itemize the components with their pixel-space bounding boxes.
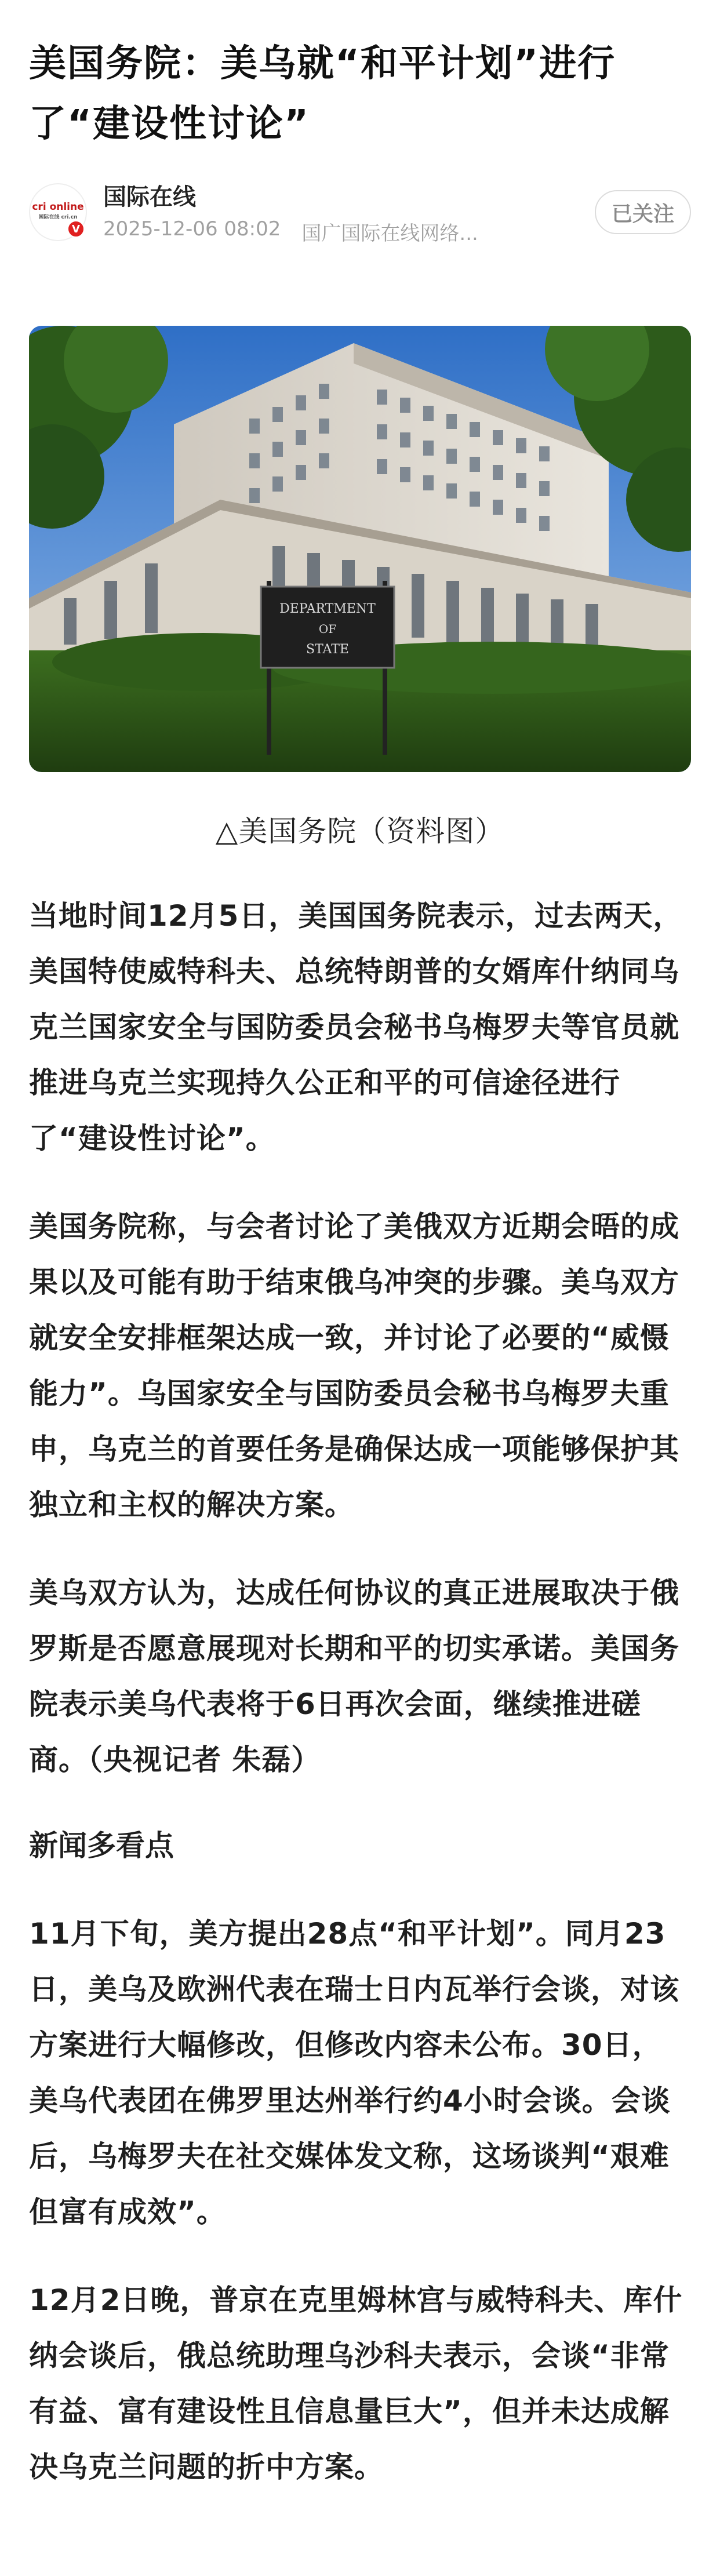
- source-row: [29, 177, 691, 247]
- sign-line-1: DEPARTMENT: [279, 602, 376, 616]
- source-org: 国广国际在线网络...: [301, 222, 478, 245]
- source-avatar[interactable]: [29, 183, 87, 241]
- state-department-photo: [29, 326, 691, 772]
- paragraph-2: 美国务院称，与会者讨论了美俄双方近期会晤的成果以及可能有助于结束俄乌冲突的步骤。美乌双方就安全安排框架达成一致，并讨论了必要的“威慑能力”。乌国家安全与国防委员会秘书乌梅罗夫重申，乌克兰的首要任务是确保达成一项能够保护其独立和主权的解决方案。: [29, 1210, 679, 1522]
- cri-logo-text: cri online: [32, 201, 84, 213]
- paragraph-1: 当地时间12月5日，美国国务院表示，过去两天，美国特使威特科夫、总统特朗普的女婿库什纳同乌克兰国家安全与国防委员会秘书乌梅罗夫等官员就推进乌克兰实现持久公正和平的可信途径进行了“建设性讨论”。: [29, 899, 683, 1155]
- image-caption: △美国务院（资料图）: [215, 814, 505, 848]
- article-title: 美国务院：美乌就“和平计划”进行了“建设性讨论”: [29, 42, 616, 145]
- article-image[interactable]: [29, 326, 691, 772]
- paragraph-3: 美乌双方认为，达成任何协议的真正进展取决于俄罗斯是否愿意展现对长期和平的切实承诺。美国务院表示美乌代表将于6日再次会面，继续推进磋商。（央视记者 朱磊）: [29, 1576, 679, 1777]
- verified-badge-icon: V: [67, 220, 85, 238]
- source-name[interactable]: 国际在线: [103, 184, 196, 210]
- section-title: 新闻多看点: [29, 1829, 174, 1862]
- publish-date: 2025-12-06 08:02: [103, 217, 281, 241]
- source-meta: [103, 179, 478, 246]
- more-paragraph-2: 12月2日晚，普京在克里姆林宫与威特科夫、库什纳会谈后，俄总统助理乌沙科夫表示，会谈“非常有益、富有建设性且信息量巨大”，但并未达成解决乌克兰问题的折中方案。: [29, 2283, 683, 2484]
- cri-logo-sub: 国际在线 cri.cn: [38, 214, 78, 220]
- sign-line-3: STATE: [306, 642, 349, 657]
- cri-logo: [32, 202, 83, 223]
- follow-button[interactable]: 已关注: [595, 190, 691, 234]
- more-paragraph-1: 11月下旬，美方提出28点“和平计划”。同月23日，美乌及欧洲代表在瑞士日内瓦举行会谈，对该方案进行大幅修改，但修改内容未公布。30日，美乌代表团在佛罗里达州举行约4小时会谈。会谈后，乌梅罗夫在社交媒体发文称，这场谈判“艰难但富有成效”。: [29, 1917, 679, 2229]
- publish-info: [103, 217, 478, 246]
- sign-line-2: OF: [318, 622, 337, 636]
